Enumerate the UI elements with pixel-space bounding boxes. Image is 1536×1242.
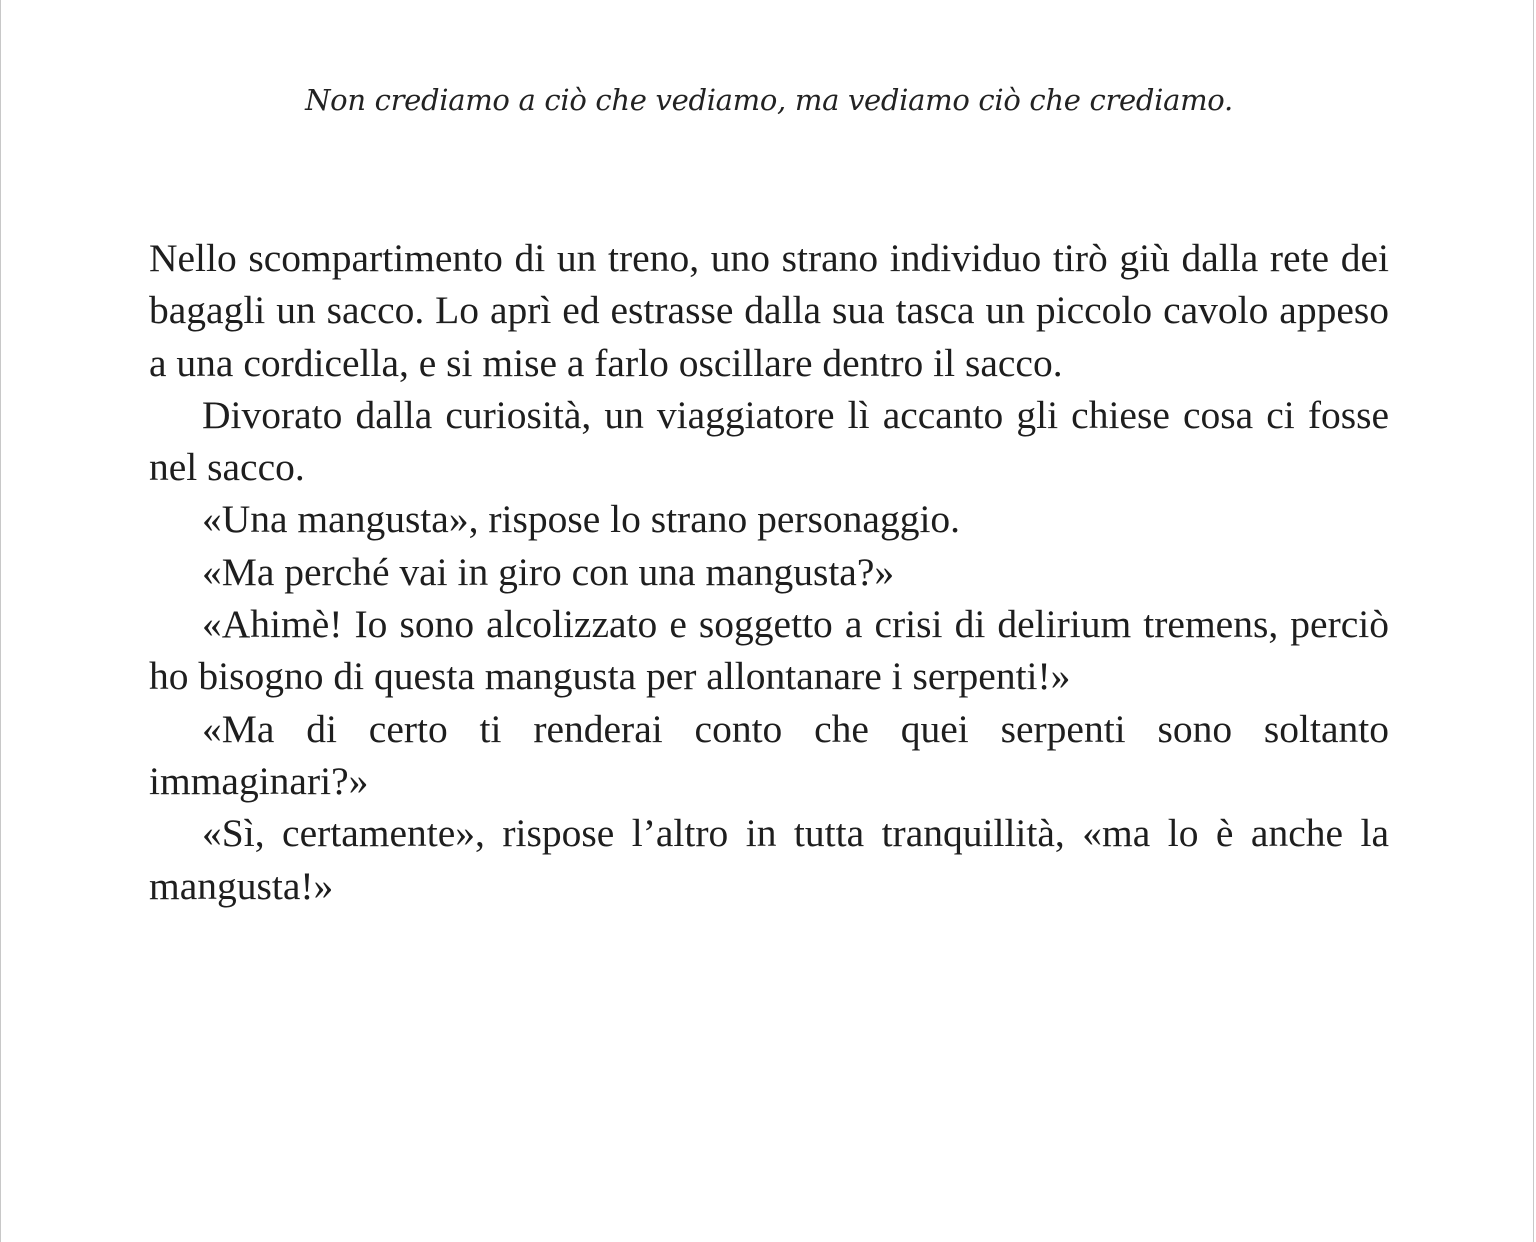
dialogue-line: «Ma di certo ti renderai conto che quei serpenti sono soltanto immaginari?» (149, 706, 1389, 803)
dialogue-line: «Ma perché vai in giro con una mangusta?» (202, 549, 895, 594)
dialogue-line: «Una mangusta», rispose lo strano personaggio. (202, 497, 961, 542)
dialogue-line: «Ahimè! Io sono alcolizzato e soggetto a crisi di delirium tremens, perciò ho bisogno di questa mangusta per allontanare i serpenti!» (149, 602, 1389, 699)
epigraph: Non crediamo a ciò che vediamo, ma vediamo ciò che crediamo. (305, 83, 1233, 117)
story-text (149, 232, 1389, 912)
paragraph: Divorato dalla curiosità, un viaggiatore lì accanto gli chiese cosa ci fosse nel sacco. (149, 392, 1389, 490)
paragraph: Nello scompartimento di un treno, uno strano individuo tirò giù dalla rete dei bagagli un sacco. Lo aprì ed estrasse dalla sua tasca un piccolo cavolo appeso a una cordicella, e si mise a farlo oscillare dentro il sacco. (149, 236, 1389, 385)
dialogue-line: «Sì, certamente», rispose l’altro in tutta tranquillità, «ma lo è anche la mangusta!» (149, 811, 1389, 908)
